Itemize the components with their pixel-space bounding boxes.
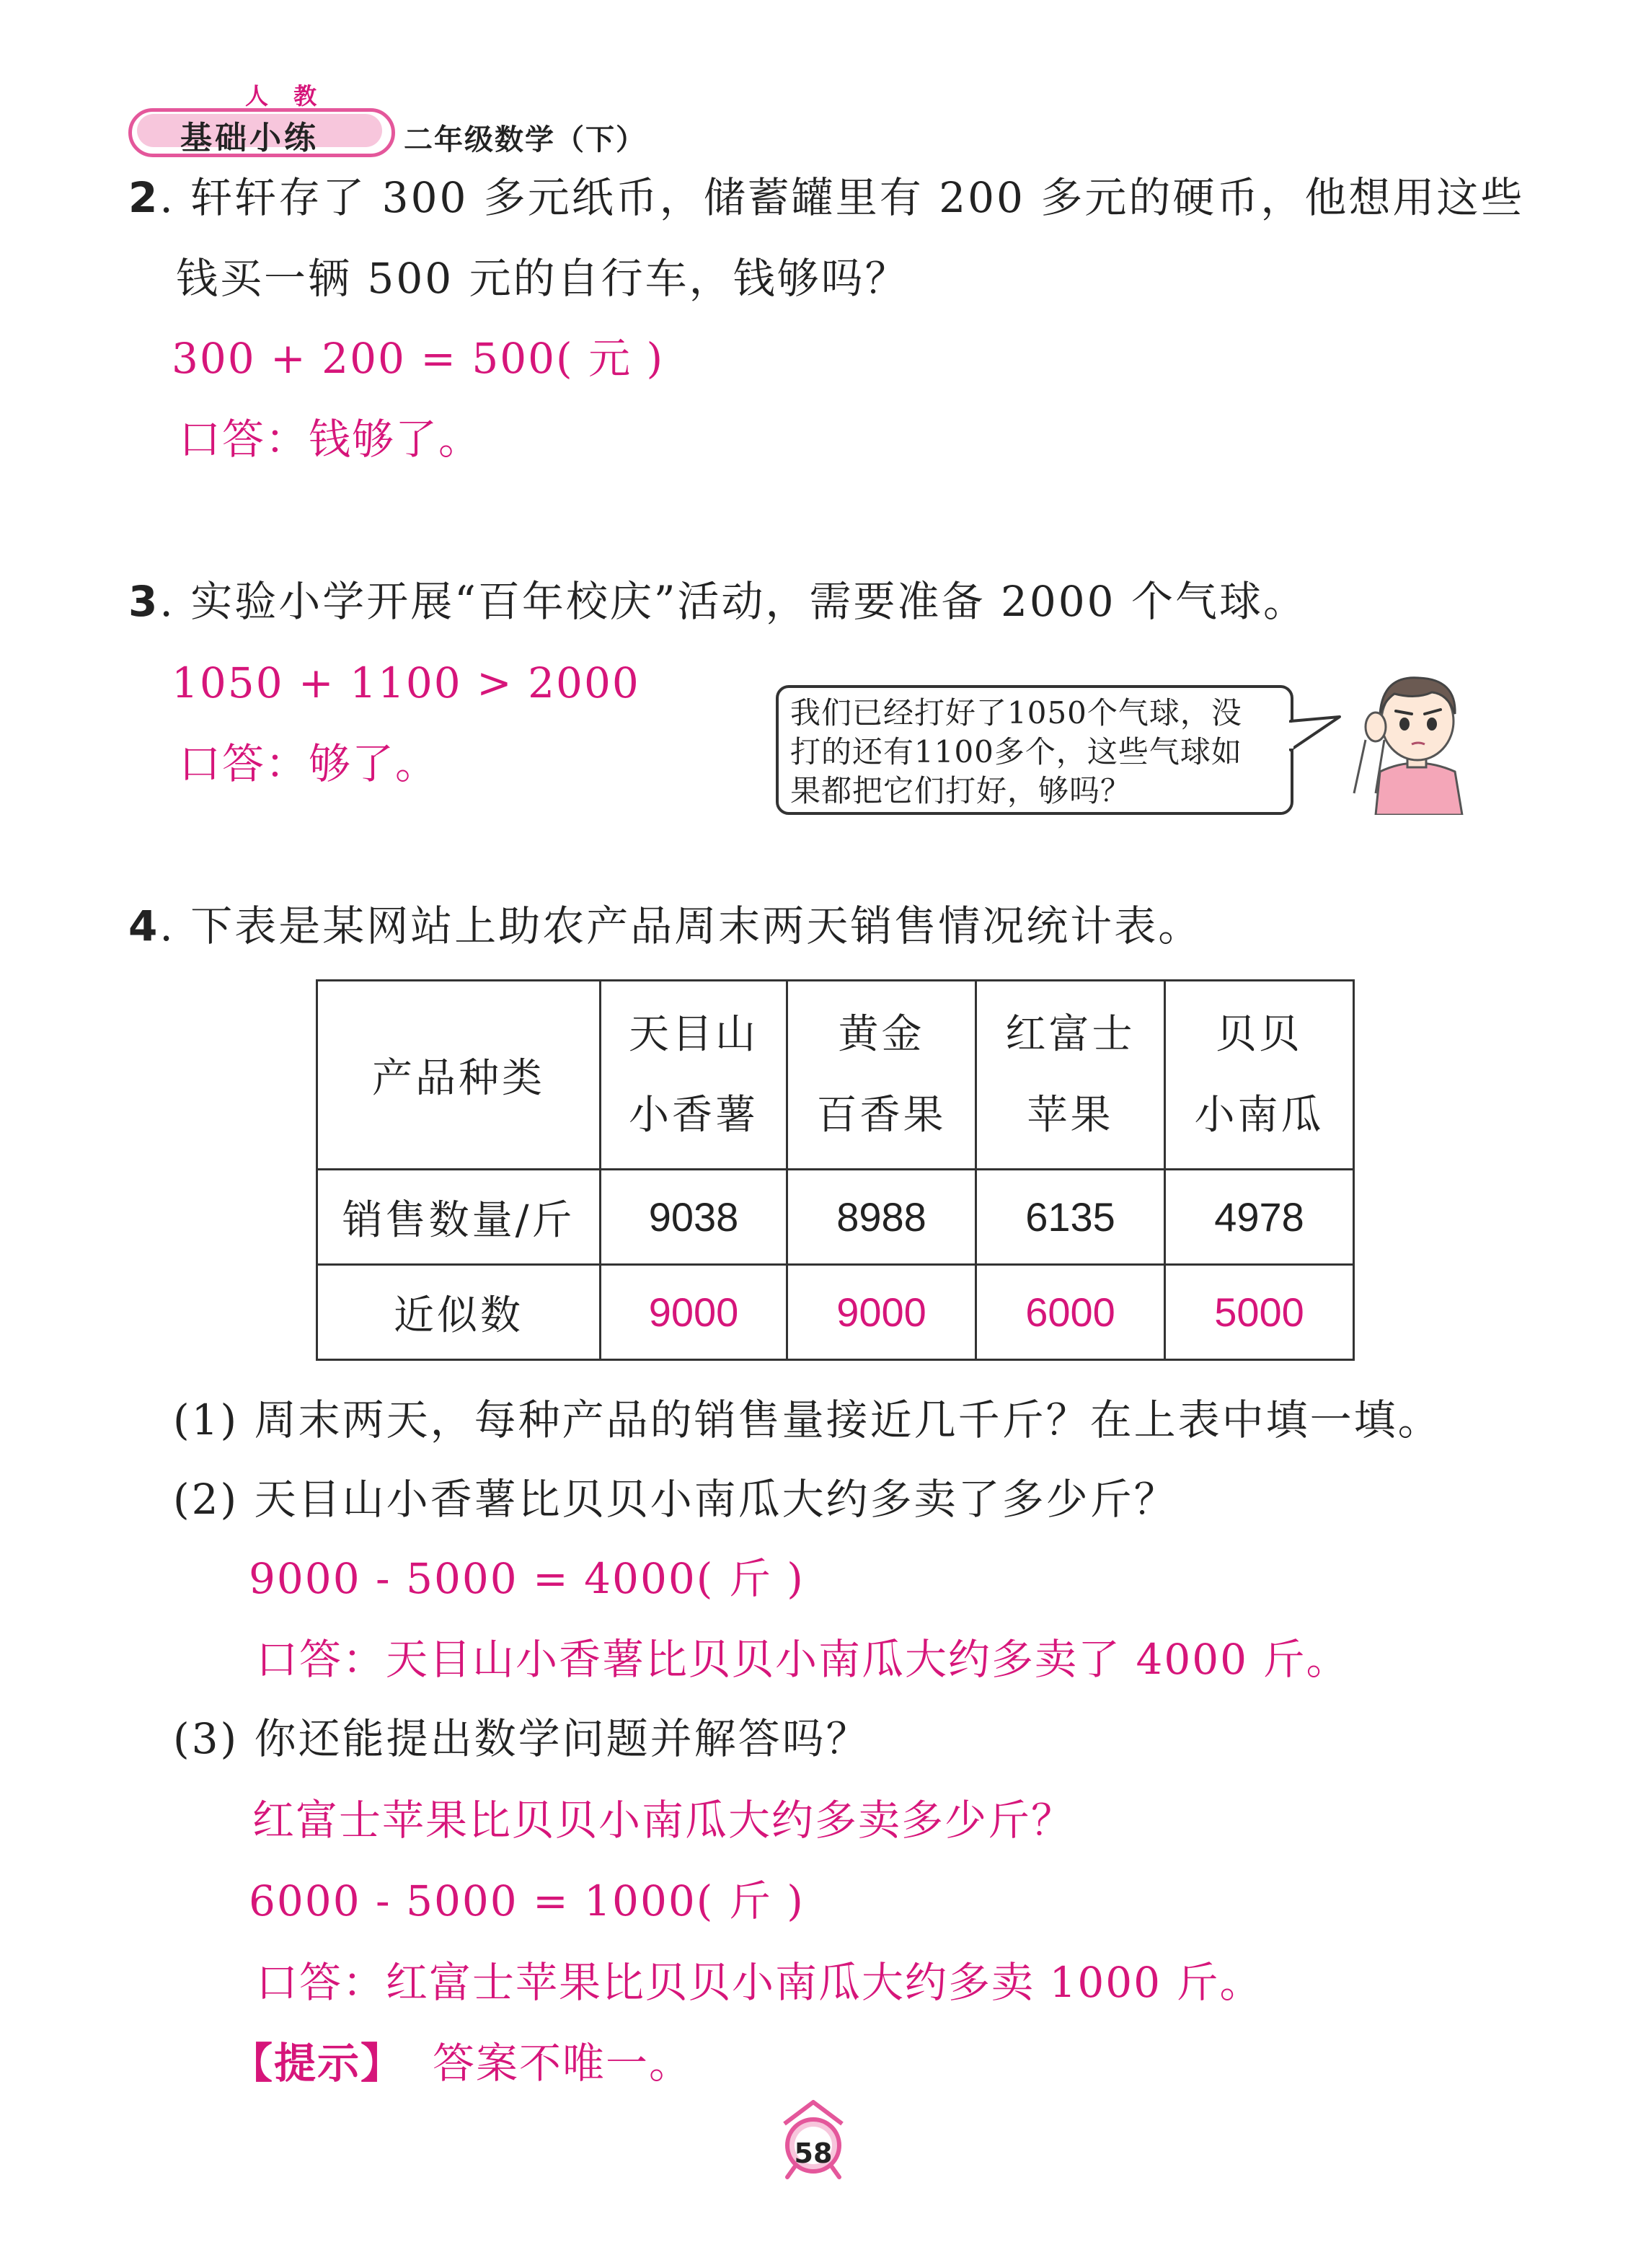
q4-hint — [231, 2039, 693, 2088]
q3-answer: 口答：够了。 — [179, 739, 439, 788]
bubble-line-3: 果都把它们打好，够吗？ — [790, 773, 1132, 808]
header-series-title: 基础小练 — [180, 120, 319, 156]
q4-sub2-answer: 口答：天目山小香薯比贝贝小南瓜大约多卖了 4000 斤。 — [256, 1635, 1350, 1684]
header-subject: 二年级数学（下） — [404, 123, 646, 156]
product-3-line2: 苹果 — [1027, 1091, 1114, 1139]
q4-sub3: (3) 你还能提出数学问题并解答吗？ — [173, 1714, 870, 1763]
row-sales-label: 销售数量/斤 — [317, 1170, 601, 1265]
page-number: 58 — [794, 2137, 833, 2169]
q4-sub2: (2) 天目山小香薯比贝贝小南瓜大约多卖了多少斤？ — [173, 1475, 1178, 1524]
sales-cell: 4978 — [1165, 1170, 1354, 1265]
hint-text: 答案不唯一。 — [433, 2039, 693, 2088]
table-header-label: 产品种类 — [317, 981, 601, 1170]
table-header-row — [317, 981, 1354, 1170]
table-header-product — [976, 981, 1165, 1170]
product-4-line1: 贝贝 — [1216, 1010, 1303, 1058]
boy-thinking-illustration — [1347, 663, 1491, 815]
product-2-line1: 黄金 — [838, 1010, 925, 1058]
q2-text-line1: . 轩轩存了 300 多元纸币，储蓄罐里有 200 多元的硬币，他想用这些 — [159, 173, 1525, 222]
hint-label: 【提示】 — [231, 2039, 404, 2088]
q3-formula: 1050 + 1100 > 2000 — [172, 658, 640, 707]
approx-cell: 9000 — [787, 1265, 976, 1360]
speech-bubble-tail — [1289, 714, 1347, 772]
product-4-line2: 小南瓜 — [1194, 1091, 1324, 1139]
q4-line — [128, 901, 1203, 950]
q3-line — [128, 577, 1308, 626]
q2-number: 2 — [128, 173, 160, 222]
sales-table — [316, 979, 1355, 1361]
header-badge: 人 教 — [245, 82, 326, 110]
q4-sub1: (1) 周末两天，每种产品的销售量接近几千斤？在上表中填一填。 — [173, 1395, 1442, 1444]
table-row-sales — [317, 1170, 1354, 1265]
approx-cell: 5000 — [1165, 1265, 1354, 1360]
table-header-product — [1165, 981, 1354, 1170]
q3-number: 3 — [128, 577, 160, 626]
table-header-product — [601, 981, 787, 1170]
approx-cell: 6000 — [976, 1265, 1165, 1360]
q3-text: . 实验小学开展“百年校庆”活动，需要准备 2000 个气球。 — [159, 577, 1308, 626]
q4-sub2-formula: 9000 - 5000 = 4000( 斤 ) — [249, 1554, 805, 1603]
table-row-approx — [317, 1265, 1354, 1360]
q4-number: 4 — [128, 901, 160, 950]
product-1-line2: 小香薯 — [629, 1091, 758, 1139]
sales-cell: 6135 — [976, 1170, 1165, 1265]
q2-formula: 300 + 200 = 500( 元 ) — [172, 334, 665, 383]
bubble-line-1: 我们已经打好了1050个气球，没 — [790, 695, 1242, 731]
sales-cell: 9038 — [601, 1170, 787, 1265]
product-3-line1: 红富士 — [1005, 1010, 1136, 1058]
product-1-line1: 天目山 — [629, 1010, 758, 1058]
row-approx-label: 近似数 — [317, 1265, 601, 1360]
approx-cell: 9000 — [601, 1265, 787, 1360]
q4-sub3-question: 红富士苹果比贝贝小南瓜大约多卖多少斤？ — [252, 1796, 1075, 1845]
q4-text: . 下表是某网站上助农产品周末两天销售情况统计表。 — [159, 901, 1203, 950]
q4-sub3-formula: 6000 - 5000 = 1000( 斤 ) — [249, 1876, 805, 1925]
bubble-line-2: 打的还有1100多个，这些气球如 — [790, 734, 1242, 769]
q4-sub3-answer: 口答：红富士苹果比贝贝小南瓜大约多卖 1000 斤。 — [256, 1958, 1263, 2007]
q2-answer: 口答：钱够了。 — [179, 415, 482, 464]
q2-text-line2: 钱买一辆 500 元的自行车，钱够吗？ — [176, 254, 909, 303]
q2-line1 — [128, 173, 1525, 222]
speech-bubble-text — [790, 694, 1288, 811]
product-2-line2: 百香果 — [816, 1091, 947, 1139]
sales-cell: 8988 — [787, 1170, 976, 1265]
table-header-product — [787, 981, 976, 1170]
